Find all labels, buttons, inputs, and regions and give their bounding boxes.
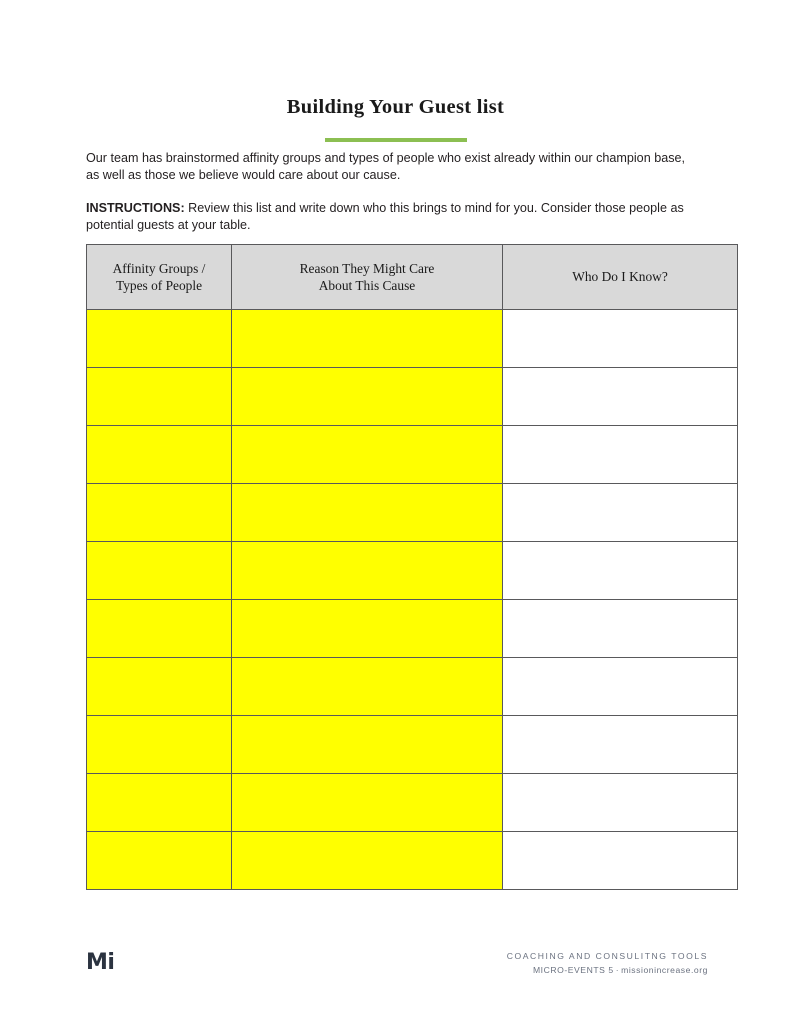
table-row [87,774,738,832]
footer-source-line [507,964,708,977]
table-cell[interactable] [232,774,503,832]
column-header-reason-they-might-care [232,245,503,310]
footer-document-code: MICRO-EVENTS 5 [532,964,614,975]
table-row [87,426,738,484]
footer-separator-dot: · [615,964,620,975]
table-cell[interactable] [232,600,503,658]
table-cell[interactable] [87,600,232,658]
table-cell[interactable] [503,368,738,426]
intro-text-block [86,150,686,235]
table-cell[interactable] [87,542,232,600]
table-cell[interactable] [503,716,738,774]
page-footer [0,944,791,988]
instructions-body: Review this list and write down who this brings to mind for you. Consider those people as potential guests at your table. [86,200,684,233]
table-cell[interactable] [87,774,232,832]
table-cell[interactable] [232,426,503,484]
table-cell[interactable] [503,832,738,890]
table-cell[interactable] [87,426,232,484]
mission-increase-logo: Mi [86,950,115,975]
table-body [87,310,738,890]
table-row [87,542,738,600]
column-header-reason-line2: About This Cause [318,278,416,293]
table-cell[interactable] [232,542,503,600]
table-cell[interactable] [232,658,503,716]
table-cell[interactable] [87,310,232,368]
footer-tagline: COACHING AND CONSULITNG TOOLS [506,951,708,961]
table-cell[interactable] [503,658,738,716]
column-header-who-do-i-know [503,245,738,310]
table-cell[interactable] [87,716,232,774]
table-cell[interactable] [232,716,503,774]
title-block [0,96,791,142]
page-title: Building Your Guest list [286,96,505,118]
table-cell[interactable] [503,426,738,484]
table-cell[interactable] [503,310,738,368]
table-cell[interactable] [232,310,503,368]
intro-paragraph: Our team has brainstormed affinity groups and types of people who exist already within our champion base, as well as those we believe would care about our cause. [86,151,686,183]
table-cell[interactable] [87,832,232,890]
table-cell[interactable] [232,484,503,542]
table-row [87,658,738,716]
title-accent-rule [325,138,467,142]
footer-website-url: missionincrease.org [621,964,708,975]
column-header-affinity-groups [87,245,232,310]
table-row [87,716,738,774]
table-cell[interactable] [503,600,738,658]
column-header-affinity-groups-line2: Types of People [115,278,203,293]
guest-list-table [86,244,738,890]
table-cell[interactable] [232,832,503,890]
table-row [87,832,738,890]
instructions-label: INSTRUCTIONS: [86,200,185,215]
table-row [87,310,738,368]
table-cell[interactable] [87,658,232,716]
column-header-who-line1: Who Do I Know? [572,269,668,285]
table-header [87,245,738,310]
footer-meta [507,950,708,977]
table-cell[interactable] [87,484,232,542]
instructions-paragraph [86,200,686,235]
table-cell[interactable] [87,368,232,426]
table-header-row [87,245,738,310]
table-row [87,368,738,426]
table-row [87,484,738,542]
table-cell[interactable] [503,484,738,542]
table-cell[interactable] [503,774,738,832]
table-cell[interactable] [232,368,503,426]
table-row [87,600,738,658]
column-header-affinity-groups-line1: Affinity Groups / [112,260,206,276]
column-header-reason-line1: Reason They Might Care [299,260,435,276]
table-cell[interactable] [503,542,738,600]
